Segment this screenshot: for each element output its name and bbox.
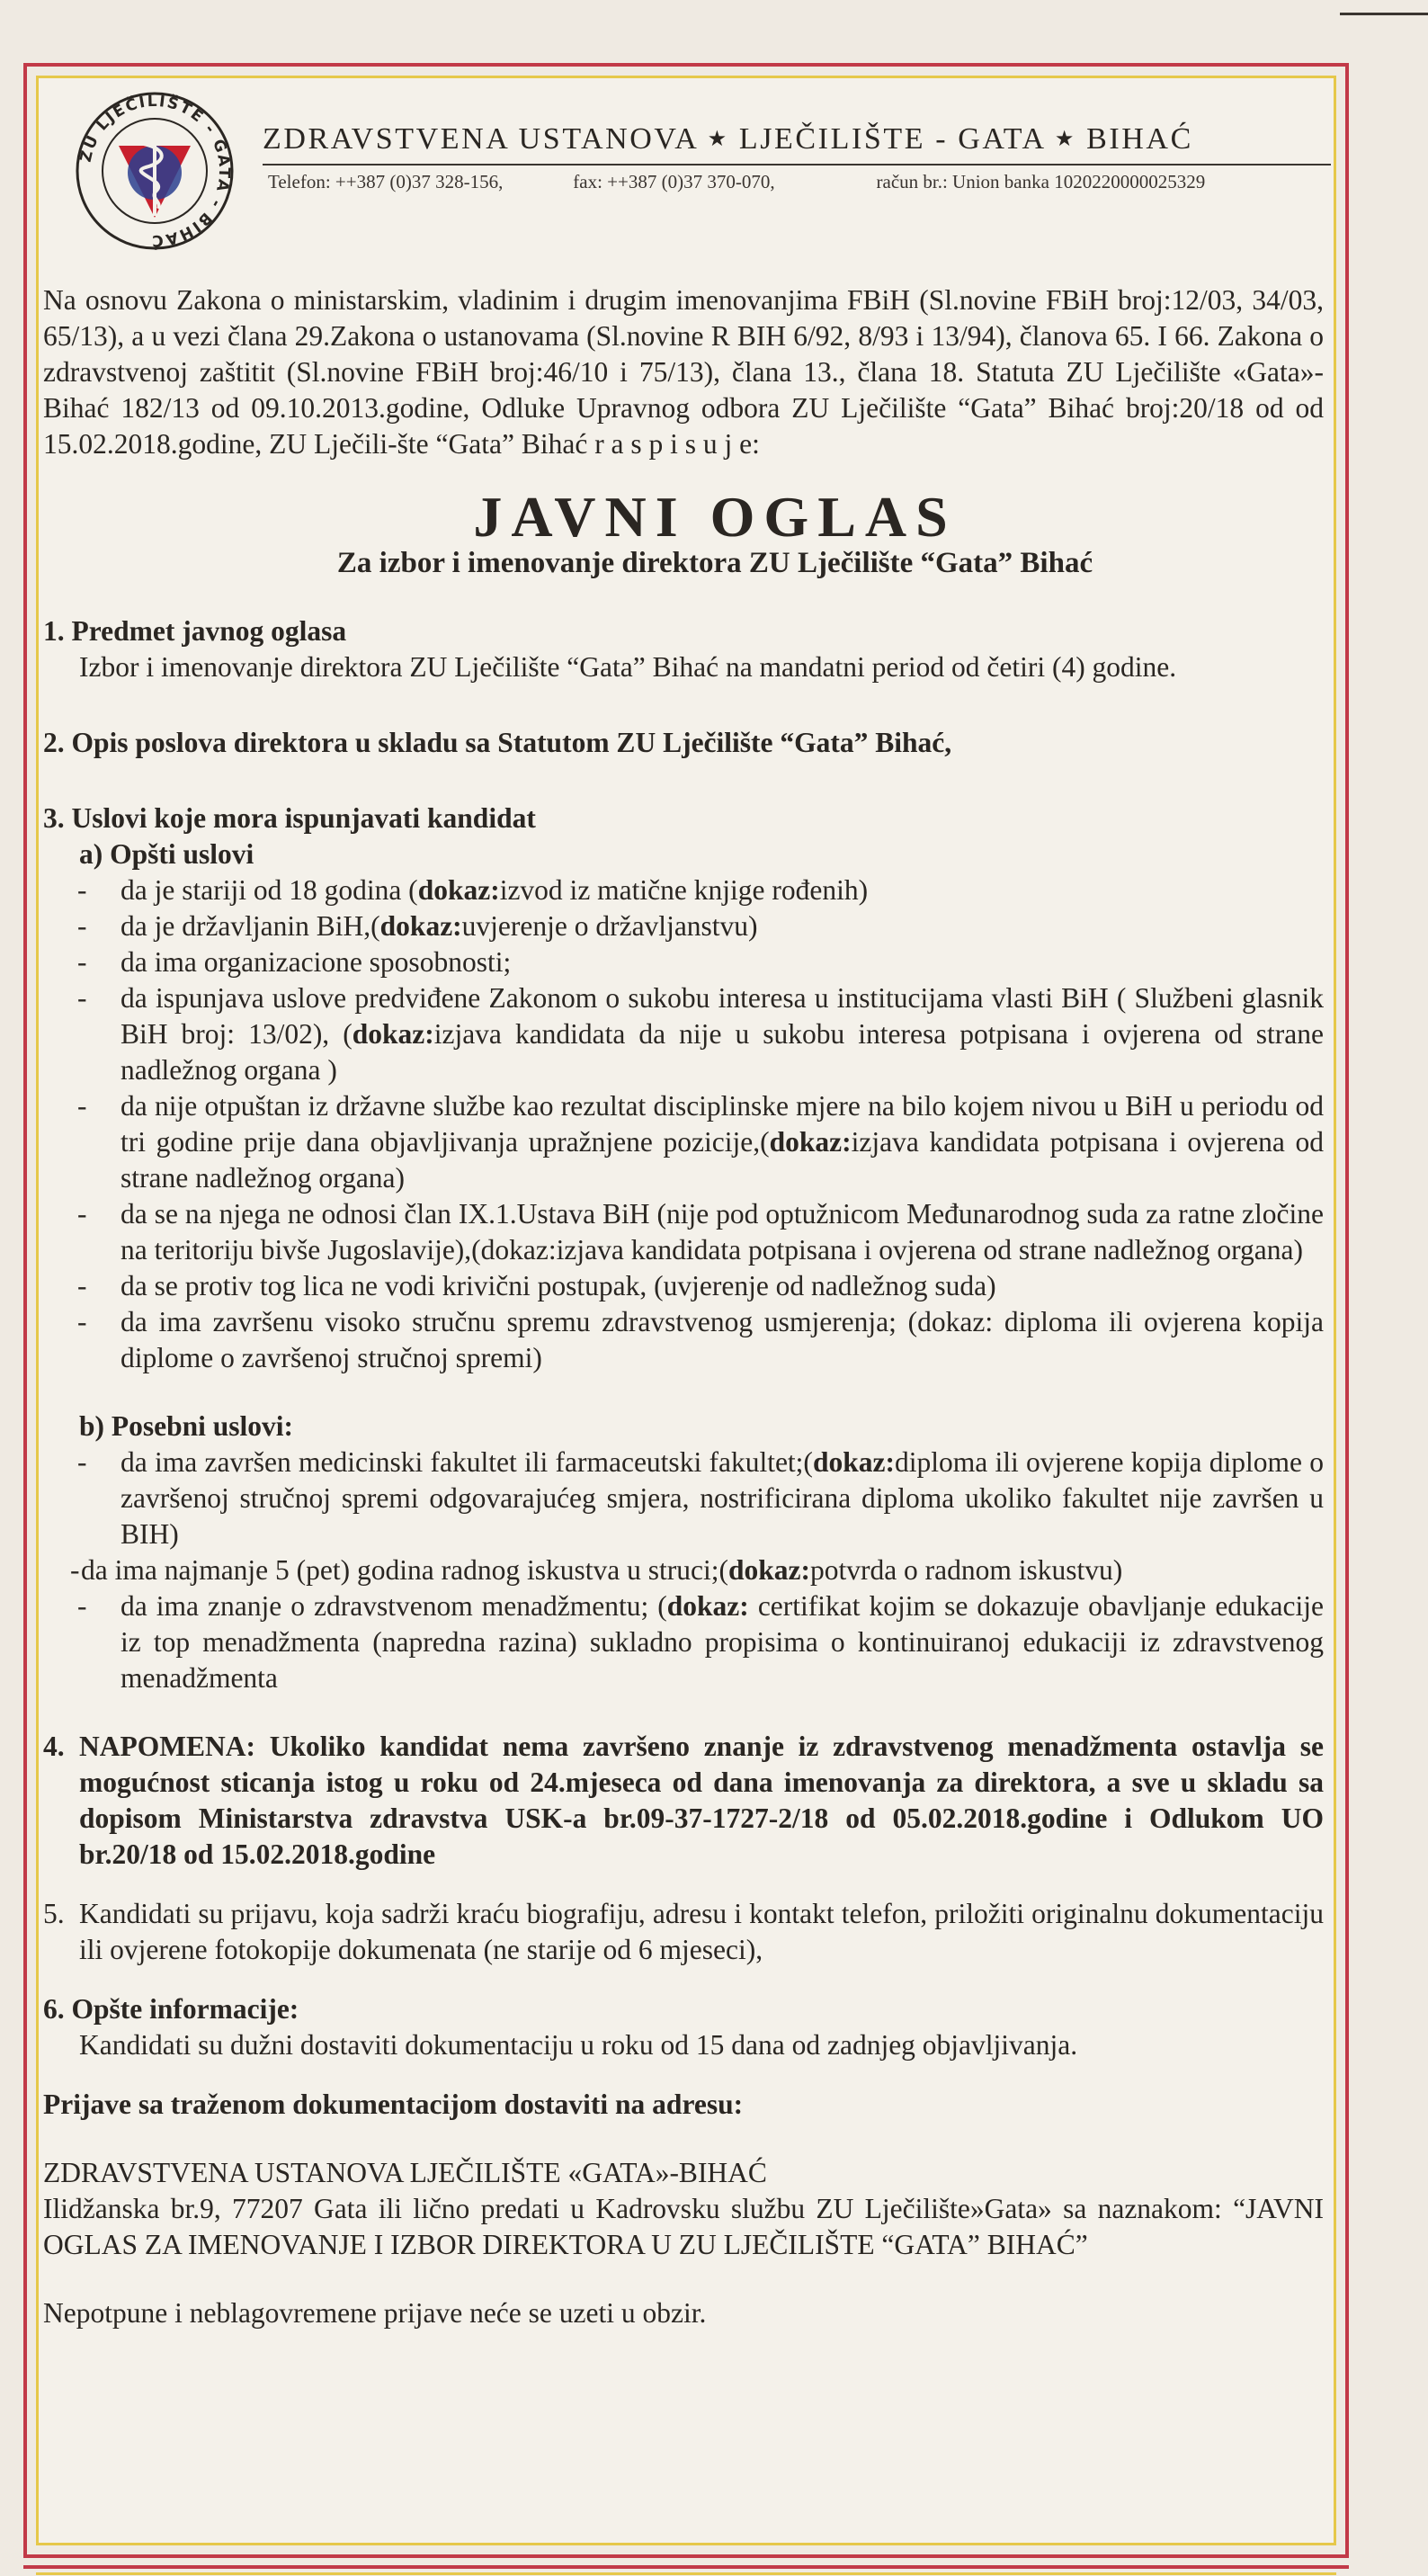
list-item: - da ispunjava uslove predviđene Zakonom o sukobu interesa u institucijama vlasti BiH ( Službeni glasnik BiH broj: 13/02), (dokaz:izjava kandidata da nije u sukobu interesa potpisana i ovjerena od strane nadležnog organa ) — [43, 980, 1324, 1088]
closing-note: Nepotpune i neblagovremene prijave neće se uzeti u obzir. — [43, 2297, 707, 2329]
section-1 — [43, 613, 1324, 685]
star-separator-icon: ★ — [1054, 128, 1076, 151]
section-6-heading: 6. Opšte informacije: — [43, 1993, 299, 2025]
section-1-heading: 1. Predmet javnog oglasa — [43, 615, 347, 647]
section-2-heading: 2. Opis poslova direktora u skladu sa Statutom ZU Lječilište “Gata” Bihać, — [43, 727, 952, 758]
bank-account-text: račun br.: Union banka 1020220000025329 — [876, 171, 1206, 192]
list-item: - da ima završen medicinski fakultet ili farmaceutski fakultet;(dokaz:diploma ili ovjerene kopija diplome o završenoj stručnoj spremi odgovarajućeg smjera, nostrificirana diploma ukoliko fakultet nije završen u BIH) — [43, 1445, 1324, 1552]
list-item: - da se protiv tog lica ne vodi krivični postupak, (uvjerenje od nadležnog suda) — [43, 1268, 1324, 1304]
section-4-text: NAPOMENA: Ukoliko kandidat nema završeno znanje iz zdravstvenog menadžmenta ostavlja se mogućnost sticanja istog u roku od 24.mjeseca od dana imenovanja za direktora, a sve u skladu sa dopisom Ministarstva zdravstva USK-a br.09-37-1727-2/18 od 05.02.2018.godine i Odlukom UO br.20/18 od 15.02.2018.godine — [79, 1731, 1324, 1870]
list-item: - da ima organizacione sposobnosti; — [43, 944, 1324, 980]
list-item: - da ima najmanje 5 (pet) godina radnog iskustva u struci;(dokaz:potvrda o radnom iskustvu) — [43, 1552, 1324, 1588]
special-conditions-list — [43, 1445, 1324, 1696]
list-item: - da ima završenu visoko stručnu spremu zdravstvenog usmjerenja; (dokaz: diploma ili ovjerena kopija diplome o završenoj stručnoj spremi) — [43, 1304, 1324, 1376]
special-conditions-heading: b) Posebni uslovi: — [79, 1410, 294, 1442]
star-separator-icon: ★ — [707, 128, 729, 151]
section-6 — [43, 1991, 1324, 2063]
list-item: - da nije otpuštan iz državne službe kao rezultat disciplinske mjere na bilo kojem nivou u BiH u periodu od tri godine prije dana objavljivanja upražnjene pozicije,(dokaz:izjava kandidata potpisana i ovjerena od strane nadležnog organa) — [43, 1088, 1324, 1196]
org-name-part1: ZDRAVSTVENA USTANOVA — [263, 122, 698, 156]
section-5-text: Kandidati su prijavu, koja sadrži kraću biografiju, adresu i kontakt telefon, priložiti originalnu dokumentaciju ili ovjerene fotokopije dokumenata (ne starije od 6 mjeseci), — [79, 1898, 1324, 1965]
organization-name — [263, 122, 1333, 157]
org-name-part3: BIHAĆ — [1086, 122, 1193, 156]
section-5 — [43, 1896, 1324, 1968]
page-title: JAVNI OGLAS — [473, 485, 957, 549]
top-rule — [1340, 13, 1428, 15]
logo-ring-text: ZU LJEČILIŠTE - GATA - BIHAĆ — [76, 92, 234, 250]
announcement-body — [43, 282, 1324, 2331]
section-4-note — [43, 1729, 1324, 1873]
list-item: - da je stariji od 18 godina (dokaz:izvod iz matične knjige rođenih) — [43, 872, 1324, 908]
next-ad-inner-frame — [36, 2572, 1336, 2576]
list-item: - da je državljanin BiH,(dokaz:uvjerenje o državljanstvu) — [43, 908, 1324, 944]
institution-logo — [74, 90, 236, 252]
section-1-text: Izbor i imenovanje direktora ZU Lječilište “Gata” Bihać na mandatni period od četiri (4) godine. — [79, 651, 1177, 683]
submission-heading: Prijave sa traženom dokumentacijom dostaviti na adresu: — [43, 2089, 744, 2120]
section-3-heading: 3. Uslovi koje mora ispunjavati kandidat — [43, 802, 536, 834]
section-4-number: 4. — [43, 1731, 65, 1762]
page-subtitle: Za izbor i imenovanje direktora ZU Lječilište “Gata” Bihać — [336, 547, 1093, 579]
section-5-number: 5. — [43, 1898, 65, 1929]
list-item: - da ima znanje o zdravstvenom menadžmentu; (dokaz: certifikat kojim se dokazuje obavljanje edukacije iz top menadžmenta (napredna razina) sukladno propisima o kontinuiranoj edukaciji iz zdravstvenog menadžmenta — [43, 1588, 1324, 1696]
section-3 — [43, 801, 1324, 1696]
general-conditions-list — [43, 872, 1324, 1376]
contact-line — [268, 171, 1329, 193]
section-6-text: Kandidati su dužni dostaviti dokumentaciju u roku od 15 dana od zadnjeg objavljivanja. — [79, 2029, 1078, 2061]
list-item: - da se na njega ne odnosi član IX.1.Ustava BiH (nije pod optužnicom Međunarodnog suda za ratne zločine na teritoriju bivše Jugoslavije),(dokaz:izjava kandidata potpisana i ovjerena od strane nadležnog organa) — [43, 1196, 1324, 1268]
header-rule — [263, 164, 1331, 165]
intro-paragraph: Na osnovu Zakona o ministarskim, vladinim i drugim imenovanjima FBiH (Sl.novine FBiH broj:12/03, 34/03, 65/13), a u vezi člana 29.Zakona o ustanovama (Sl.novine R BIH 6/92, 8/93 i 13/94), članova 65. I 66. Zakona o zdravstvenoj zaštitit (Sl.novine FBiH broj:46/10 i 75/13), člana 13., člana 18. Statuta ZU Lječilište «Gata»-Bihać 182/13 od 09.10.2013.godine, Odluke Upravnog odbora ZU Lječilište “Gata” Bihać broj:20/18 od od 15.02.2018.godine, ZU Lječili-šte “Gata” Bihać r a s p i s u j e: — [43, 284, 1324, 460]
fax-text: fax: ++387 (0)37 370-070, — [573, 171, 775, 192]
phone-text: Telefon: ++387 (0)37 328-156, — [268, 171, 504, 192]
submission-org: ZDRAVSTVENA USTANOVA LJEČILIŠTE «GATA»-BIHAĆ — [43, 2157, 767, 2188]
submission-address: Ilidžanska br.9, 77207 Gata ili lično predati u Kadrovsku službu ZU Lječilište»Gata» sa naznakom: “JAVNI OGLAS ZA IMENOVANJE I IZBOR DIREKTORA U ZU LJEČILIŠTE “GATA” BIHAĆ” — [43, 2193, 1324, 2260]
org-name-part2: LJEČILIŠTE - GATA — [738, 122, 1045, 156]
general-conditions-heading: a) Opšti uslovi — [79, 838, 254, 870]
